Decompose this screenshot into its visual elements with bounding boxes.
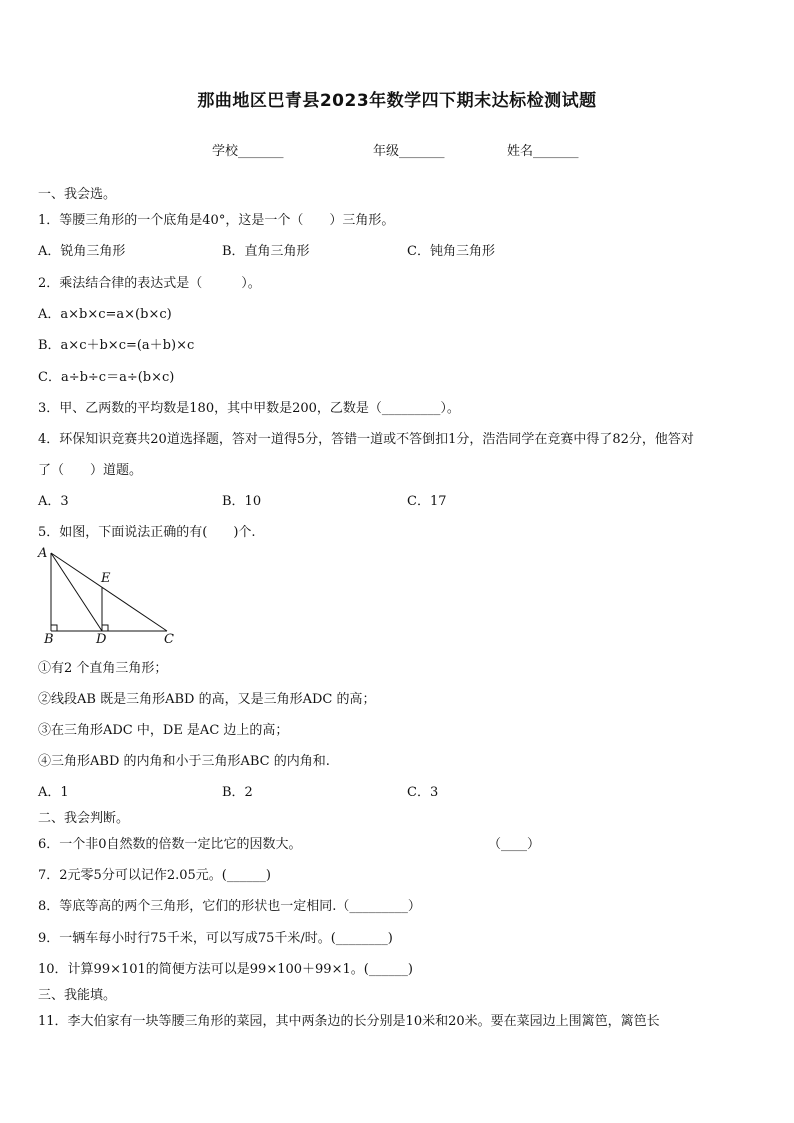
q1-option-a: A．锐角三角形 bbox=[38, 244, 126, 259]
question-1: 1．等腰三角形的一个底角是40°，这是一个（ ）三角形。 bbox=[38, 213, 395, 228]
question-3: 3．甲、乙两数的平均数是180，其中甲数是200，乙数是（_________）。 bbox=[38, 401, 460, 416]
right-angle-mark-b bbox=[51, 625, 57, 631]
q5-option-c: C．3 bbox=[407, 785, 439, 800]
section-3-heading: 三、我能填。 bbox=[38, 988, 117, 1003]
triangle-figure bbox=[34, 544, 184, 646]
label-a: A bbox=[38, 546, 48, 561]
question-10: 10．计算99×101的简便方法可以是99×100＋99×1。(______) bbox=[38, 962, 413, 977]
q1-option-b: B．直角三角形 bbox=[222, 244, 310, 259]
question-8: 8．等底等高的两个三角形，它们的形状也一定相同.（_________） bbox=[38, 899, 421, 914]
question-4-line-2: 了（ ）道题。 bbox=[38, 463, 143, 478]
q5-statement-1: ①有2 个直角三角形； bbox=[38, 661, 168, 676]
name-field: 姓名_______ bbox=[507, 144, 579, 159]
q1-option-c: C．钝角三角形 bbox=[407, 244, 495, 259]
question-11: 11．李大伯家有一块等腰三角形的菜园，其中两条边的长分别是10米和20米。要在菜园边上围篱笆，篱笆长 bbox=[38, 1014, 660, 1029]
segment-ad bbox=[51, 553, 102, 631]
q2-option-a: A．a×b×c=a×(b×c) bbox=[38, 307, 172, 322]
label-b: B bbox=[44, 632, 54, 646]
grade-field: 年级_______ bbox=[373, 144, 445, 159]
q4-option-b: B．10 bbox=[222, 494, 262, 509]
page-title: 那曲地区巴青县2023年数学四下期末达标检测试题 bbox=[197, 91, 597, 111]
q4-option-c: C．17 bbox=[407, 494, 447, 509]
question-9: 9．一辆车每小时行75千米，可以写成75千米/时。(________) bbox=[38, 931, 393, 946]
question-5: 5．如图，下面说法正确的有( )个. bbox=[38, 525, 256, 540]
q5-statement-2: ②线段AB 既是三角形ABD 的高，又是三角形ADC 的高； bbox=[38, 692, 376, 707]
q5-statement-3: ③在三角形ADC 中，DE 是AC 边上的高； bbox=[38, 723, 289, 738]
section-1-heading: 一、我会选。 bbox=[38, 187, 117, 202]
question-6: 6．一个非0自然数的倍数一定比它的因数大。 bbox=[38, 837, 302, 852]
question-7: 7．2元零5分可以记作2.05元。(______) bbox=[38, 868, 271, 883]
label-c: C bbox=[164, 632, 174, 646]
q2-option-b: B．a×c＋b×c=(a＋b)×c bbox=[38, 338, 195, 353]
question-2: 2．乘法结合律的表达式是（ ）。 bbox=[38, 276, 261, 291]
school-field: 学校_______ bbox=[212, 144, 284, 159]
section-2-heading: 二、我会判断。 bbox=[38, 811, 130, 826]
q5-option-b: B．2 bbox=[222, 785, 253, 800]
q5-option-a: A．1 bbox=[38, 785, 69, 800]
q5-statement-4: ④三角形ABD 的内角和小于三角形ABC 的内角和. bbox=[38, 754, 330, 769]
right-angle-mark-d bbox=[102, 625, 108, 631]
q4-option-a: A．3 bbox=[38, 494, 69, 509]
q6-answer-blank: （____） bbox=[488, 837, 541, 852]
label-d: D bbox=[96, 632, 107, 646]
label-e: E bbox=[101, 571, 111, 586]
q2-option-c: C．a÷b÷c＝a÷(b×c) bbox=[38, 370, 175, 385]
question-4-line-1: 4．环保知识竞赛共20道选择题，答对一道得5分，答错一道或不答倒扣1分，浩浩同学在竞赛中得了82分，他答对 bbox=[38, 432, 694, 447]
segment-ac bbox=[51, 553, 167, 631]
